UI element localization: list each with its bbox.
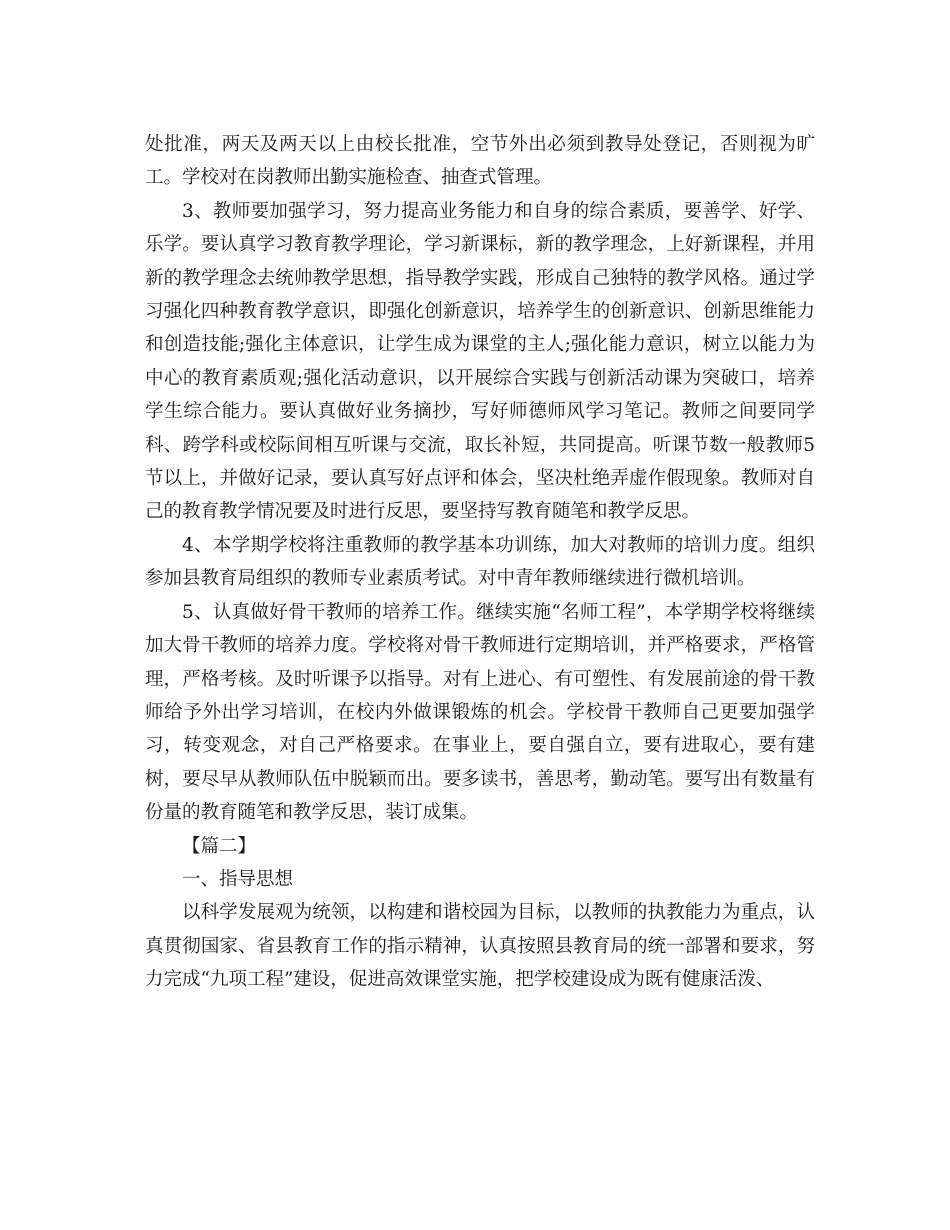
- paragraph-item-5: 5、认真做好骨干教师的培养工作。继续实施“名师工程”，本学期学校将继续加大骨干教师的培养力度。学校将对骨干教师进行定期培训，并严格要求，严格管理，严格考核。及时听课予以指导。对有上进心、有可塑性、有发展前途的骨干教师给予外出学习培训，在校内外做课锻炼的机会。学校骨干教师自己更要加强学习，转变观念，对自己严格要求。在事业上，要自强自立，要有进取心，要有建树，要尽早从教师队伍中脱颖而出。要多读书，善思考，勤动笔。要写出有数量有份量的教育随笔和教学反思，装订成集。: [145, 601, 815, 824]
- paragraph-attendance: 处批准，两天及两天以上由校长批准，空节外出必须到教导处登记，否则视为旷工。学校对在岗教师出勤实施检查、抽查式管理。: [145, 134, 815, 189]
- subsection-heading: 一、指导思想: [182, 868, 294, 890]
- paragraph-item-3: 3、教师要加强学习，努力提高业务能力和自身的综合素质，要善学、好学、乐学。要认真学习教育教学理论，学习新课标，新的教学理念，上好新课程，并用新的教学理念去统帅教学思想，指导教学实践，形成自己独特的教学风格。通过学习强化四种教育教学意识，即强化创新意识，培养学生的创新意识、创新思维能力和创造技能;强化主体意识，让学生成为课堂的主人;强化能力意识，树立以能力为中心的教育素质观;强化活动意识，以开展综合实践与创新活动课为突破口，培养学生综合能力。要认真做好业务摘抄，写好师德师风学习笔记。教师之间要同学科、跨学科或校际间相互听课与交流，取长补短，共同提高。听课节数一般教师5节以上，并做好记录，要认真写好点评和体会，坚决杜绝弄虚作假现象。教师对自己的教育教学情况要及时进行反思，要坚持写教育随笔和教学反思。: [145, 200, 815, 523]
- paragraph-item-4: 4、本学期学校将注重教师的教学基本功训练，加大对教师的培训力度。组织参加县教育局组织的教师专业素质考试。对中青年教师继续进行微机培训。: [145, 534, 815, 590]
- paragraph-guiding-ideology: 以科学发展观为统领，以构建和谐校园为目标，以教师的执教能力为重点，认真贯彻国家、省县教育工作的指示精神，认真按照县教育局的统一部署和要求，努力完成“九项工程”建设，促进高效课堂实施，把学校建设成为既有健康活泼、: [145, 902, 815, 991]
- document-body: [145, 128, 815, 997]
- section-heading: 【篇二】: [182, 835, 257, 857]
